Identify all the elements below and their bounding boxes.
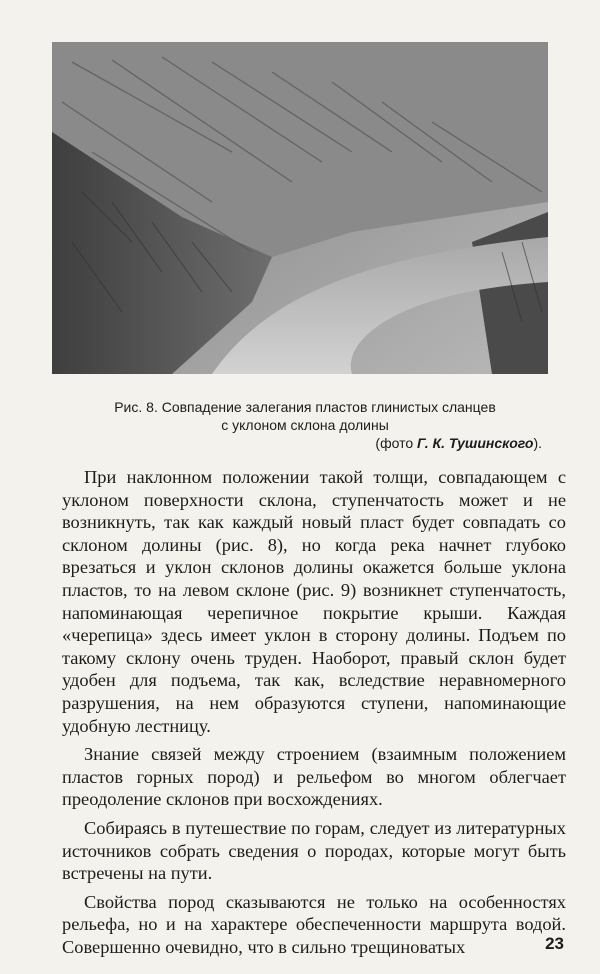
body-text: [62, 466, 566, 964]
photo-credit: [60, 434, 550, 452]
page-number: 23: [545, 934, 564, 953]
paragraph: Собираясь в путешествие по горам, следует из литературных источников собрать сведения о породах, которые могут быть встречены на пути.: [62, 817, 566, 884]
figure-caption: [60, 398, 550, 452]
caption-line-2: с уклоном склона долины: [221, 417, 389, 433]
paragraph: При наклонном положении такой толщи, совпадающем с уклоном поверхности склона, ступенчатость может и не возникнуть, так как каждый новый пласт будет совпадать со склоном долины (рис. 8), но когда река начнет глубоко врезаться и уклон склонов долины окажется больше уклона пластов, то на левом склоне (рис. 9) возникнет ступенчатость, напоминающая черепичное покрытие крыши. Каждая «черепица» здесь имеет уклон в сторону долины. Подъем по такому склону очень труден. Наоборот, правый склон будет удобен для подъема, так как, вследствие неравномерного разрушения, на нем образуются ступени, напоминающие удобную лестницу.: [62, 467, 566, 736]
paragraph: Знание связей между строением (взаимным положением пластов горных пород) и рельефом во многом облегчает преодоление склонов при восхождениях.: [62, 744, 566, 810]
credit-name: Г. К. Тушинского: [417, 435, 534, 451]
caption-line-1: Рис. 8. Совпадение залегания пластов глинистых сланцев: [114, 399, 496, 415]
figure-photo: [52, 42, 548, 374]
slope-photo-illustration: [52, 42, 548, 374]
credit-suffix: ).: [533, 435, 542, 451]
credit-prefix: (фото: [375, 435, 417, 451]
paragraph: Свойства пород сказываются не только на особенностях рельефа, но и на характере обеспеченности маршрута водой. Совершенно очевидно, что в сильно трещиноватых: [62, 891, 566, 957]
